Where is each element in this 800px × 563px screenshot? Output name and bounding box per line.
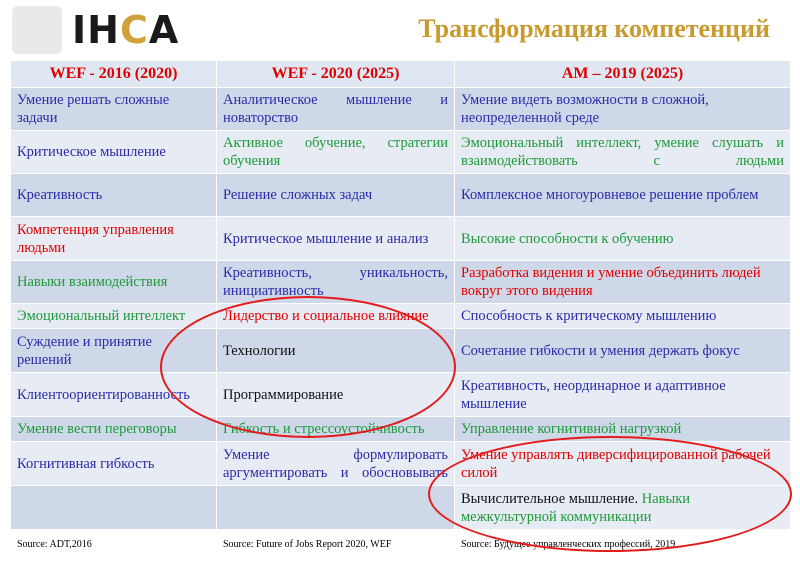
table-cell xyxy=(11,486,217,530)
table-cell: Креативность, уникальность, инициативность xyxy=(217,261,455,304)
competency-table xyxy=(10,60,791,558)
table-cell: Способность к критическому мышлению xyxy=(455,304,791,329)
column-header: WEF - 2020 (2025) xyxy=(217,61,455,88)
table-cell: Активное обучение, стратегии обучения xyxy=(217,131,455,174)
logo xyxy=(72,8,179,52)
table-cell: Технологии xyxy=(217,329,455,373)
table-cell: Управление когнитивной нагрузкой xyxy=(455,417,791,442)
table-cell: Критическое мышление и анализ xyxy=(217,217,455,261)
source-note: Source: Future of Jobs Report 2020, WEF xyxy=(217,530,455,558)
table-cell: Креативность xyxy=(11,174,217,217)
table-row xyxy=(11,88,791,131)
table-cell: Умение управлять диверсифицированной рабочей силой xyxy=(455,442,791,486)
table-cell: Программирование xyxy=(217,373,455,417)
table-cell xyxy=(217,486,455,530)
table-cell: Умение вести переговоры xyxy=(11,417,217,442)
source-row xyxy=(11,530,791,558)
table-row xyxy=(11,417,791,442)
source-note: Source: Будущее управленческих профессий, 2019 xyxy=(455,530,791,558)
table-row xyxy=(11,217,791,261)
table-cell: Суждение и принятие решений xyxy=(11,329,217,373)
table-cell-mixed xyxy=(455,486,791,530)
table-cell: Аналитическое мышление и новаторство xyxy=(217,88,455,131)
table-cell: Гибкость и стрессоустойчивость xyxy=(217,417,455,442)
table-cell: Клиентоориентированность xyxy=(11,373,217,417)
table-cell: Лидерство и социальное влияние xyxy=(217,304,455,329)
table-cell: Решение сложных задач xyxy=(217,174,455,217)
table-row xyxy=(11,486,791,530)
table-row xyxy=(11,442,791,486)
logo-badge xyxy=(12,6,62,54)
table-cell: Комплексное многоуровневое решение проблем xyxy=(455,174,791,217)
column-header: AM – 2019 (2025) xyxy=(455,61,791,88)
table-row xyxy=(11,304,791,329)
table-cell: Компетенция управления людьми xyxy=(11,217,217,261)
table-cell: Критическое мышление xyxy=(11,131,217,174)
table-cell: Умение видеть возможности в сложной, неопределенной среде xyxy=(455,88,791,131)
cell-text: Навыки межкультурной коммуникации xyxy=(461,490,691,525)
table-cell: Эмоциональный интеллект, умение слушать и взаимодействовать с людьми xyxy=(455,131,791,174)
source-note: Source: ADT,2016 xyxy=(11,530,217,558)
logo-text-part: IH xyxy=(72,8,120,52)
table-cell: Умение формулировать аргументировать и обосновывать xyxy=(217,442,455,486)
table-row xyxy=(11,373,791,417)
slide-title: Трансформация компетенций xyxy=(418,14,770,43)
table-row xyxy=(11,329,791,373)
table-cell: Умение решать сложные задачи xyxy=(11,88,217,131)
logo-text-part: A xyxy=(148,8,180,52)
table-cell: Эмоциональный интеллект xyxy=(11,304,217,329)
slide-header xyxy=(0,0,800,60)
table-cell: Креативность, неординарное и адаптивное мышление xyxy=(455,373,791,417)
table-cell: Высокие способности к обучению xyxy=(455,217,791,261)
logo-accent: C xyxy=(119,8,149,52)
table-row xyxy=(11,261,791,304)
column-header: WEF - 2016 (2020) xyxy=(11,61,217,88)
table-row xyxy=(11,174,791,217)
table-header-row xyxy=(11,61,791,88)
table-cell: Навыки взаимодействия xyxy=(11,261,217,304)
table-cell: Сочетание гибкости и умения держать фокус xyxy=(455,329,791,373)
table-row xyxy=(11,131,791,174)
table-cell: Разработка видения и умение объединить людей вокруг этого видения xyxy=(455,261,791,304)
table-cell: Когнитивная гибкость xyxy=(11,442,217,486)
cell-text: Вычислительное мышление. xyxy=(461,490,639,507)
